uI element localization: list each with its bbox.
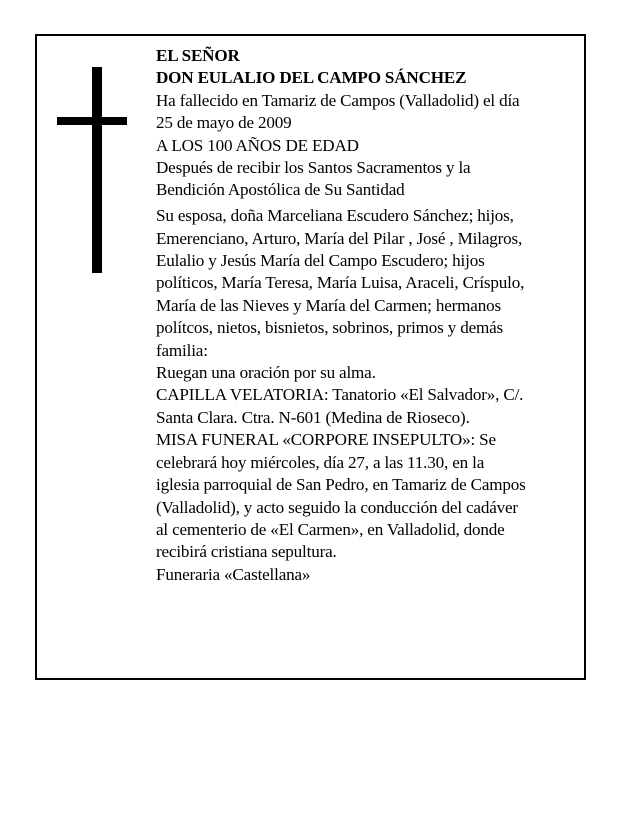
obituary-text-column [156, 45, 586, 586]
notice-line: (Valladolid), y acto seguido la conducción del cadáver [156, 497, 518, 517]
notice-line: 25 de mayo de 2009 [156, 113, 292, 133]
notice-line: Después de recibir los Santos Sacramentos y la [156, 158, 471, 178]
notice-line: Bendición Apostólica de Su Santidad [156, 180, 405, 200]
notice-line: Emerenciano, Arturo, María del Pilar , José , Milagros, [156, 228, 523, 248]
christian-cross-icon [57, 67, 147, 277]
notice-line: DON EULALIO DEL CAMPO SÁNCHEZ [156, 68, 467, 88]
notice-line: polítcos, nietos, bisnietos, sobrinos, primos y demás [156, 318, 504, 338]
notice-line: CAPILLA VELATORIA: Tanatorio «El Salvador», C/. [156, 385, 524, 405]
notice-line: María de las Nieves y María del Carmen; hermanos [156, 295, 501, 315]
obituary-notice-frame [35, 34, 586, 680]
notice-line: Funeraria «Castellana» [156, 564, 311, 584]
notice-line: al cementerio de «El Carmen», en Valladolid, donde [156, 519, 505, 539]
notice-block-sacraments [156, 157, 586, 202]
notice-block-wake-chapel [156, 384, 586, 429]
notice-line: recibirá cristiana sepultura. [156, 542, 337, 562]
notice-line: EL SEÑOR [156, 46, 240, 65]
notice-line: Su esposa, doña Marceliana Escudero Sánchez; hijos, [156, 206, 514, 226]
notice-block-honorific [156, 45, 586, 67]
notice-block-survivors [156, 205, 586, 362]
cross-vertical-bar [92, 67, 102, 273]
notice-line: celebrará hoy miércoles, día 27, a las 11.30, en la [156, 452, 485, 472]
notice-line: Ha fallecido en Tamariz de Campos (Valladolid) el día [156, 90, 520, 110]
cross-horizontal-bar [57, 117, 127, 125]
notice-line: iglesia parroquial de San Pedro, en Tamariz de Campos [156, 475, 526, 495]
notice-block-prayer-request [156, 362, 586, 384]
notice-block-death-announcement [156, 90, 586, 135]
notice-line: Eulalio y Jesús María del Campo Escudero; hijos [156, 251, 485, 271]
notice-block-funeral-home [156, 564, 586, 586]
notice-line: familia: [156, 340, 208, 360]
notice-block-funeral-mass [156, 429, 586, 563]
notice-line: políticos, María Teresa, María Luisa, Araceli, Críspulo, [156, 273, 525, 293]
notice-block-age [156, 135, 586, 157]
notice-line: A LOS 100 AÑOS DE EDAD [156, 135, 359, 155]
notice-line: Ruegan una oración por su alma. [156, 363, 376, 383]
notice-line: MISA FUNERAL «CORPORE INSEPULTO»: Se [156, 430, 496, 450]
notice-line: Santa Clara. Ctra. N-601 (Medina de Rioseco). [156, 407, 470, 427]
notice-block-deceased-name [156, 67, 586, 89]
